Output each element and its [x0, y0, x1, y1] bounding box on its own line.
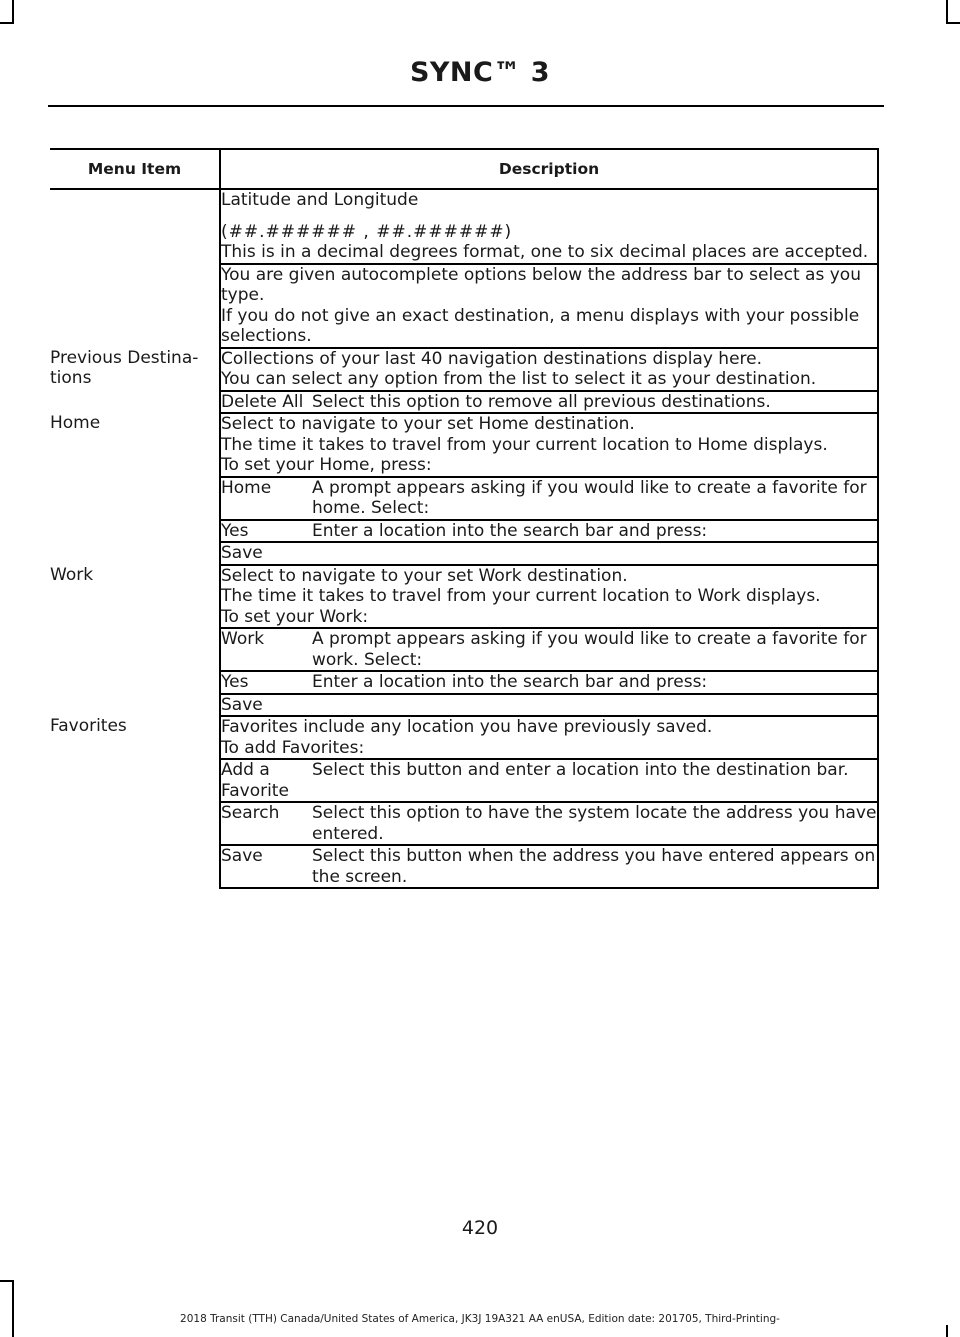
sub-item-label: Delete All — [220, 391, 312, 414]
menu-item-label: Previous Destina-tions — [50, 347, 199, 388]
menu-item-label: Home — [50, 413, 101, 433]
autocomplete-description — [220, 264, 878, 348]
column-header-menu-item: Menu Item — [50, 149, 220, 189]
autocomplete-line-1: You are given autocomplete options below the address bar to select as you type. — [221, 264, 861, 305]
menu-table — [50, 148, 879, 889]
table-row — [50, 348, 878, 391]
footer-edition-info: 2018 Transit (TTH) Canada/United States of America, JK3J 19A321 AA enUSA, Edition date: 201705, Third-Printing- — [180, 1313, 780, 1325]
sub-item-text: Select this button and enter a location into the destination bar. — [312, 759, 878, 802]
sub-item-label: Search — [220, 802, 312, 845]
work-description — [220, 565, 878, 629]
crop-mark — [0, 1280, 14, 1282]
sub-item-text: Select this option to remove all previous destinations. — [312, 391, 878, 414]
header-rule — [48, 105, 884, 107]
previous-desc-1: Collections of your last 40 navigation destinations display here. — [221, 348, 763, 369]
sub-item-label: Yes — [220, 520, 312, 543]
work-desc-3: To set your Work: — [221, 606, 369, 627]
menu-item-work — [50, 565, 220, 717]
previous-desc-2: You can select any option from the list to select it as your destination. — [221, 369, 817, 389]
home-save: Save — [220, 542, 878, 565]
table-row — [50, 565, 878, 629]
home-desc-1: Select to navigate to your set Home destination. — [221, 414, 635, 434]
sub-item-text: A prompt appears asking if you would like to create a favorite for work. Select: — [312, 628, 878, 671]
sub-item-text: A prompt appears asking if you would like to create a favorite for home. Select: — [312, 477, 878, 520]
menu-item-label: Favorites — [50, 716, 127, 736]
table-row — [50, 189, 878, 264]
menu-cell-empty — [50, 189, 220, 348]
sub-item-label: Add a Favorite — [220, 759, 312, 802]
previous-description — [220, 348, 878, 391]
table-header-row — [50, 149, 878, 189]
home-desc-2: The time it takes to travel from your current location to Home displays. — [221, 434, 828, 455]
crop-mark — [12, 1280, 14, 1337]
crop-mark — [0, 22, 12, 24]
table-row — [50, 413, 878, 477]
menu-item-previous-destinations — [50, 348, 220, 414]
autocomplete-line-2: If you do not give an exact destination, a menu displays with your possible selections. — [221, 305, 860, 346]
latlon-title: Latitude and Longitude — [221, 190, 419, 210]
menu-item-favorites — [50, 716, 220, 888]
sub-item-label: Save — [220, 845, 312, 888]
crop-mark — [946, 22, 960, 24]
sub-item-label: Yes — [220, 671, 312, 694]
sub-item-text: Enter a location into the search bar and press: — [312, 671, 878, 694]
page-number: 420 — [461, 1217, 499, 1239]
work-desc-2: The time it takes to travel from your current location to Work displays. — [221, 586, 821, 606]
sub-item-text: Select this button when the address you have entered appears on the screen. — [312, 845, 878, 888]
favorites-desc-1: Favorites include any location you have previously saved. — [221, 717, 713, 737]
crop-mark — [946, 0, 948, 24]
sub-item-text: Enter a location into the search bar and press: — [312, 520, 878, 543]
sub-item-text: Select this option to have the system locate the address you have entered. — [312, 803, 877, 844]
favorites-desc-2: To add Favorites: — [221, 737, 365, 758]
latlon-format-note: This is in a decimal degrees format, one to six decimal places are accepted. — [221, 242, 869, 262]
menu-item-home — [50, 413, 220, 565]
work-save: Save — [220, 694, 878, 717]
latlon-format: (##.###### , ##.######) — [221, 221, 513, 242]
work-desc-1: Select to navigate to your set Work destination. — [221, 565, 628, 586]
sub-item-label: Work — [220, 628, 312, 671]
page-title: SYNC™ 3 — [409, 57, 551, 88]
home-description — [220, 413, 878, 477]
table-row — [50, 716, 878, 759]
home-desc-3: To set your Home, press: — [221, 455, 432, 475]
menu-item-label: Work — [50, 564, 94, 585]
crop-mark — [12, 0, 14, 24]
sub-item-label: Home — [220, 477, 312, 520]
crop-mark — [946, 1325, 948, 1337]
favorites-description — [220, 716, 878, 759]
column-header-description: Description — [220, 149, 878, 189]
latlon-description — [220, 189, 878, 264]
